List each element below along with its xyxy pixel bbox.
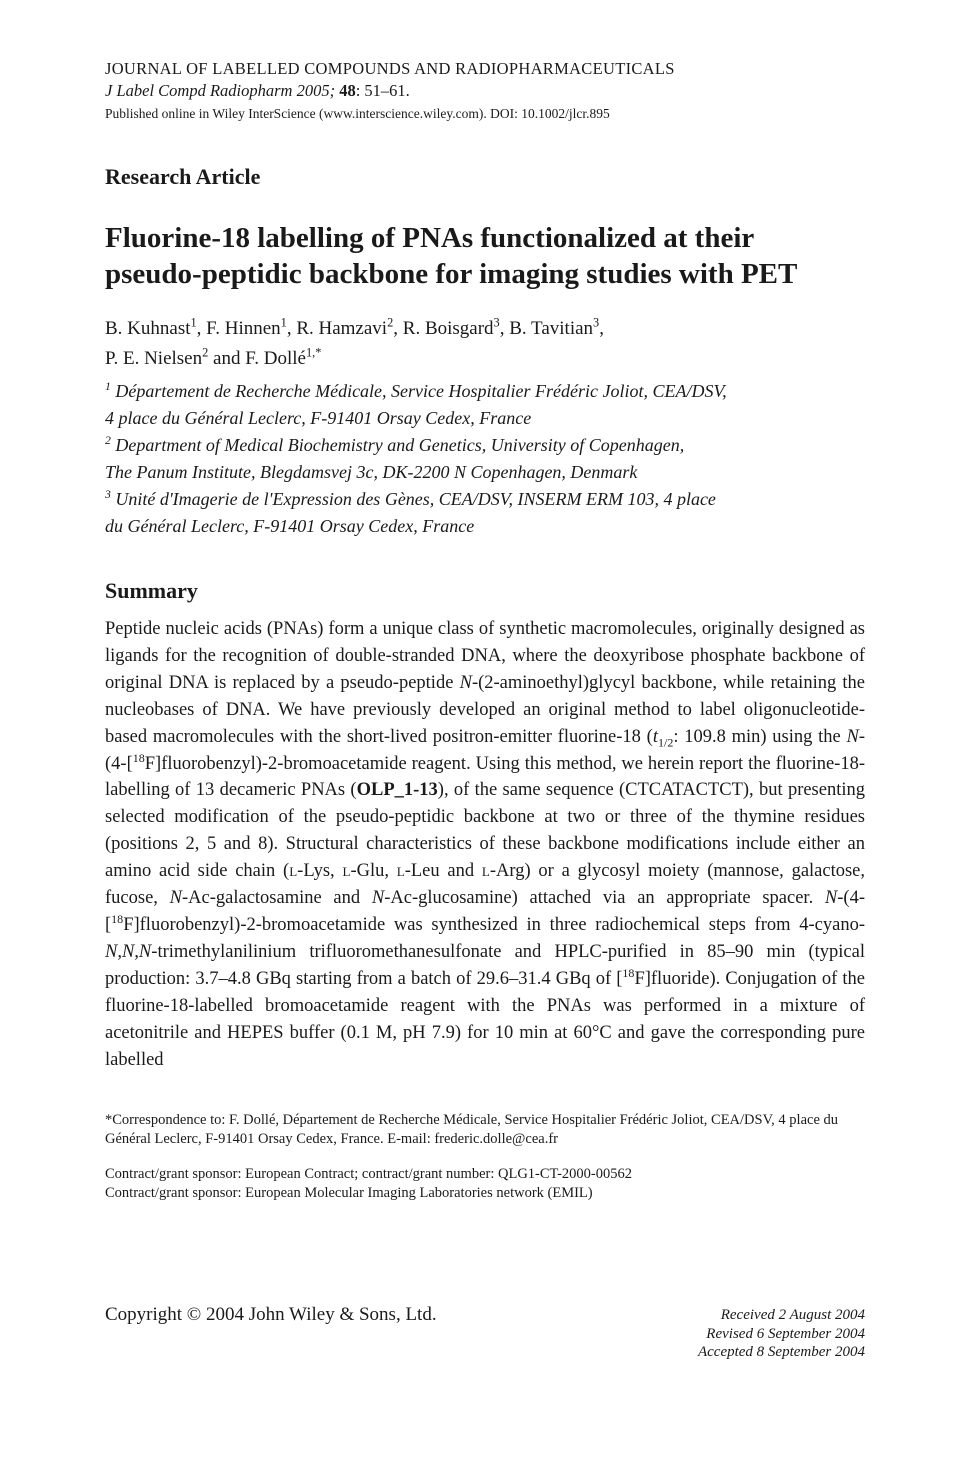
paper-page <box>105 58 865 1203</box>
italic-n: N <box>169 888 182 909</box>
summary-run: ), of the same sequence (CTCATACTCT), but presenting selected modification of the pseudo-peptidic backbone at two or three of the thymine residues (positions 2, 5 and 8). Structural characteristics of these backbone modifications include either an amino acid side chain ( <box>105 780 866 882</box>
isotope-sup: 18 <box>132 750 145 765</box>
published-online: Published online in Wiley InterScience (www.interscience.wiley.com). DOI: 10.1002/jlcr.895 <box>105 106 610 121</box>
summary-run: -(4-[ <box>105 888 865 935</box>
author-name: B. Kuhnast <box>105 318 191 339</box>
author-name: R. Hamzavi <box>296 318 388 339</box>
summary-run: -trimethylanilinium trifluoromethanesulfonate and HPLC-purified in 85–90 min (typical production: 3.7–4.8 GBq starting from a batch of 29.6–31.4 GBq of [ <box>105 941 865 989</box>
affiliation-1 <box>105 378 865 405</box>
sponsors <box>105 1165 865 1203</box>
summary-run: -(2-aminoethyl)glycyl backbone, while retaining the nucleobases of DNA. We have previously developed an original method to label oligonucleotide-based macromolecules with the short-lived positron-emitter fluorine-18 ( <box>105 672 865 747</box>
revised-date: Revised 6 September 2004 <box>706 1325 865 1342</box>
affil-line: Department of Medical Biochemistry and Genetics, University of Copenhagen, <box>115 435 685 455</box>
italic-nnn: N,N,N <box>105 941 152 962</box>
affiliation-1-cont: 4 place du Général Leclerc, F-91401 Orsay Cedex, France <box>105 408 532 428</box>
l-prefix: l <box>396 861 405 882</box>
summary-run: -Leu and <box>404 861 482 882</box>
author-affil: 2 <box>387 315 394 330</box>
author-sep: and <box>208 348 246 369</box>
half-life-var: t <box>652 726 658 747</box>
author-name: F. Hinnen <box>206 318 281 339</box>
author-affil <box>306 346 321 360</box>
isotope-sup: 18 <box>622 965 635 980</box>
affiliation-2 <box>105 432 865 459</box>
affiliation-3 <box>105 486 865 513</box>
citation-volume: 48 <box>339 81 356 100</box>
summary-run: : 109.8 min) using the <box>673 726 847 747</box>
author-line-1 <box>105 314 865 344</box>
summary-run: -Ac-glucosamine) attached via an appropriate spacer. <box>384 888 825 909</box>
author-affil: 2 <box>202 345 209 360</box>
citation-year: 2005; <box>296 81 336 100</box>
affiliation-2-cont: The Panum Institute, Blegdamsvej 3c, DK-2200 N Copenhagen, Denmark <box>105 462 638 482</box>
author-affil: 3 <box>593 315 600 330</box>
author-name: P. E. Nielsen <box>105 348 203 369</box>
affil-line: Département de Recherche Médicale, Service Hospitalier Frédéric Joliot, CEA/DSV, <box>115 381 727 401</box>
summary-run: -Lys, <box>297 861 343 882</box>
summary-run: F]fluorobenzyl)-2-bromoacetamide reagent. Using this method, we herein report the fluorine-18-labelling of 13 decameric PNAs ( <box>105 753 865 801</box>
accepted-date: Accepted 8 September 2004 <box>697 1344 865 1360</box>
italic-n: N <box>846 726 859 747</box>
compound-code: OLP_1-13 <box>356 780 438 801</box>
l-prefix: l <box>342 861 351 882</box>
corresponding-mark: * <box>315 345 322 360</box>
citation-journal: J Label Compd Radiopharm <box>105 81 293 100</box>
sponsor-2: Contract/grant sponsor: European Molecular Imaging Laboratories network (EMIL) <box>105 1185 593 1202</box>
l-prefix: l <box>289 861 298 882</box>
received-date: Received 2 August 2004 <box>720 1307 865 1323</box>
author-affil: 3 <box>493 315 500 330</box>
author-sep: , <box>499 318 510 339</box>
half-life-sub: 1/2 <box>657 735 674 750</box>
author-name: R. Boisgard <box>402 318 494 339</box>
author-line-2 <box>105 344 865 374</box>
summary-text <box>105 616 865 1073</box>
article-title <box>105 220 865 292</box>
summary-run: -Arg) or a glycosyl moiety (mannose, galactose, fucose, <box>105 861 866 909</box>
summary-run: -Glu, <box>350 861 397 882</box>
author-name: F. Dollé <box>245 348 306 369</box>
author-sep: , <box>599 318 604 339</box>
affil-line: Unité d'Imagerie de l'Expression des Gènes, CEA/DSV, INSERM ERM 103, 4 place <box>115 489 716 509</box>
citation-pages: : 51–61. <box>355 81 410 100</box>
summary-run: Peptide nucleic acids (PNAs) form a unique class of synthetic macromolecules, originally designed as ligands for the recognition of double-stranded DNA, where the deoxyribose phosphate backbone of original DNA is replaced by a pseudo-peptide <box>105 619 865 693</box>
copyright: Copyright © 2004 John Wiley & Sons, Ltd. <box>105 1304 437 1325</box>
journal-name: JOURNAL OF LABELLED COMPOUNDS AND RADIOPHARMACEUTICALS <box>105 59 675 78</box>
l-prefix: l <box>481 861 490 882</box>
summary-run: F]fluorobenzyl)-2-bromoacetamide was synthesized in three radiochemical steps from 4-cyano- <box>123 914 865 935</box>
author-sep: , <box>286 318 297 339</box>
correspondence-note: *Correspondence to: F. Dollé, Département de Recherche Médicale, Service Hospitalier Frédéric Joliot, CEA/DSV, 4 place du Général Leclerc, F-91401 Orsay Cedex, France. E-mail: frederic.dolle@cea.fr <box>105 1112 839 1148</box>
author-affil: 1 <box>190 315 197 330</box>
italic-n: N <box>824 888 838 909</box>
italic-n: N <box>459 672 472 693</box>
author-sep: , <box>196 318 207 339</box>
summary-run: F]fluoride). Conjugation of the fluorine-18-labelled bromoacetamide reagent with the PNAs was performed in a mixture of acetonitrile and HEPES buffer (0.1 M, pH 7.9) for 10 min at 60°C and gave the corresponding pure labelled <box>105 968 865 1070</box>
summary-run: -Ac-galactosamine and <box>181 888 372 909</box>
affil-number: 3 <box>105 488 111 501</box>
article-dates <box>698 1306 865 1362</box>
affiliation-3-cont: du Général Leclerc, F-91401 Orsay Cedex, France <box>105 516 475 536</box>
affil-number: 2 <box>105 434 111 447</box>
isotope-sup: 18 <box>111 911 124 926</box>
author-affil: 1 <box>280 315 287 330</box>
author-sep: , <box>393 318 403 339</box>
affiliations <box>105 378 865 540</box>
footnotes <box>105 1111 865 1203</box>
article-type: Research Article <box>105 164 261 189</box>
citation <box>105 80 865 102</box>
author-list <box>105 314 865 374</box>
page-footer <box>105 1304 865 1364</box>
italic-n: N <box>371 888 385 909</box>
summary-heading: Summary <box>105 578 198 603</box>
title-line-2: pseudo-peptidic backbone for imaging studies with PET <box>105 258 798 290</box>
affil-number: 1 <box>105 380 111 393</box>
summary-run: -(4-[ <box>105 726 865 774</box>
sponsor-1: Contract/grant sponsor: European Contract; contract/grant number: QLG1-CT-2000-00562 <box>105 1166 632 1183</box>
title-line-1: Fluorine-18 labelling of PNAs functionalized at their <box>105 222 755 254</box>
author-name: B. Tavitian <box>509 318 594 339</box>
author-affil-num: 1, <box>305 345 316 360</box>
